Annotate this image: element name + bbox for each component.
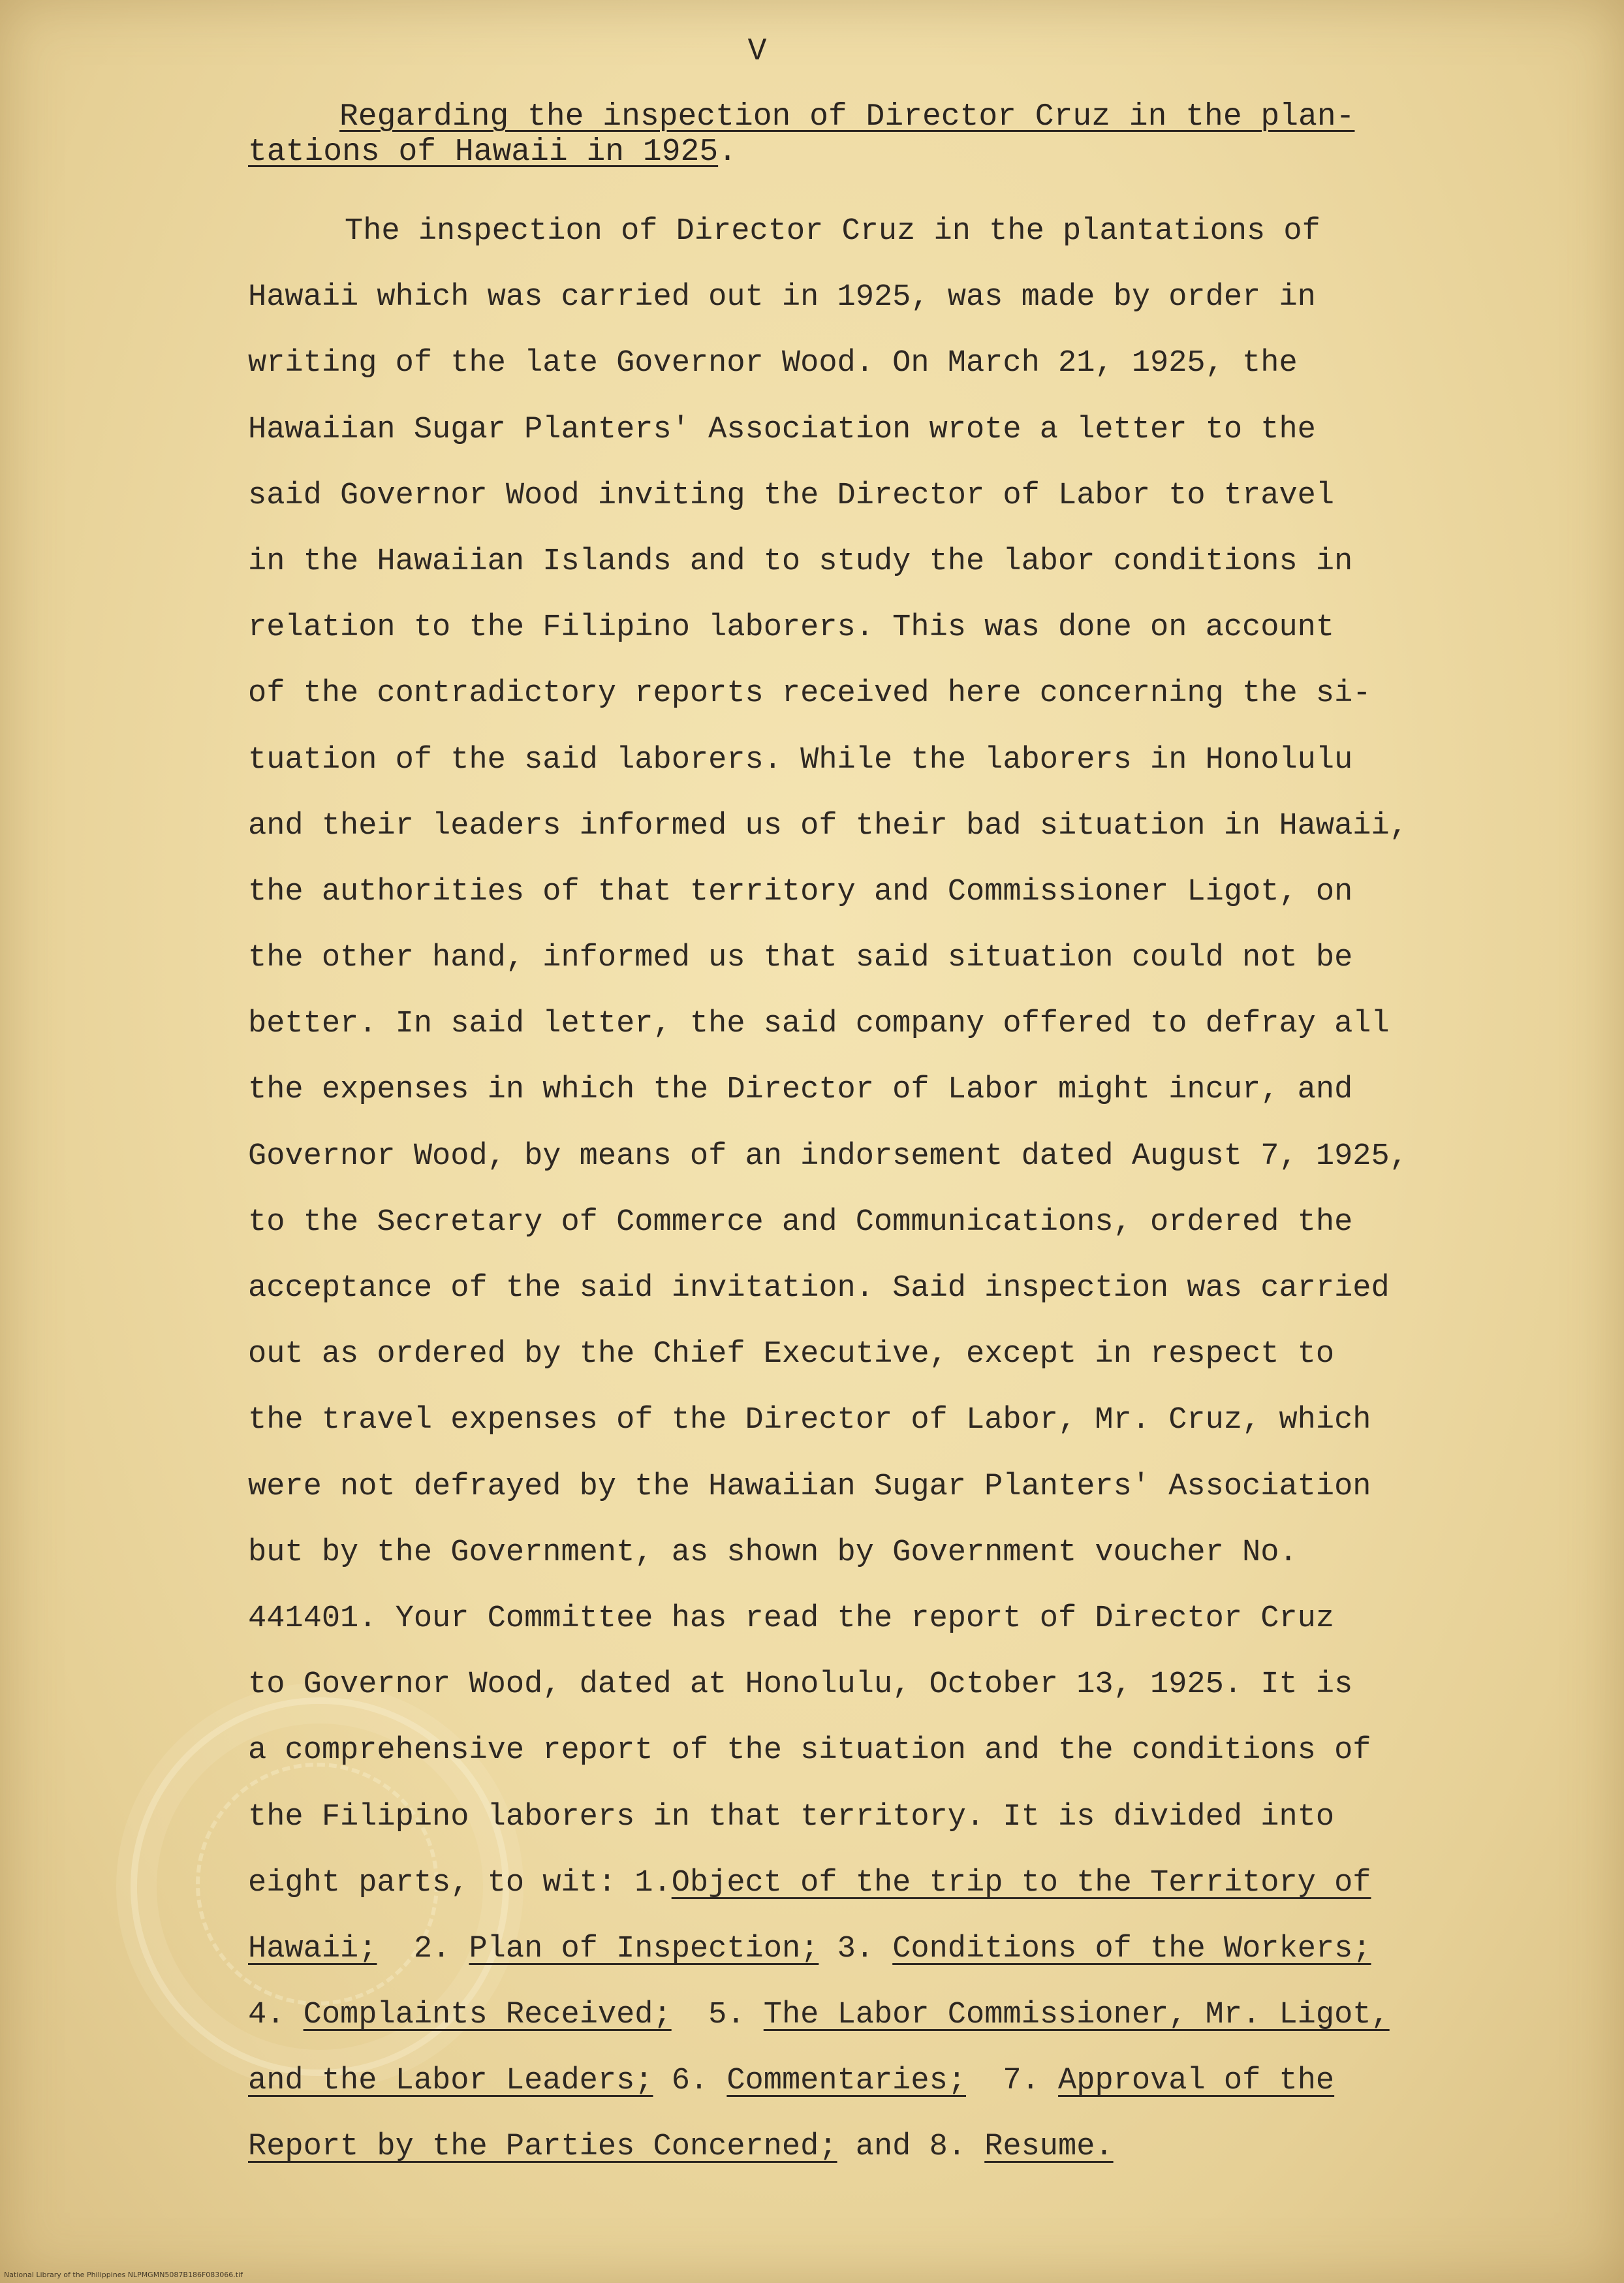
body-line: Hawaii which was carried out in 1925, was made by order in [248,280,1316,315]
body-line-parts-list [248,1916,1527,1982]
body-line: the travel expenses of the Director of Labor, Mr. Cruz, which [248,1403,1371,1438]
archive-credit: National Library of the Philippines NLPMGMN5087B186F083066.tif [4,2271,243,2279]
section-heading [248,99,1475,170]
part-8-title: Resume. [984,2130,1114,2165]
part-number: 4. [248,1998,304,2033]
part-1-title-end: Hawaii; [248,1931,377,1966]
parts-intro: eight parts, to wit: 1. [248,1865,672,1900]
body-line: the Filipino laborers in that territory. It is divided into [248,1799,1335,1834]
heading-line-2 [248,134,737,170]
part-4-title: Complaints Received; [303,1998,672,2033]
part-number: and 8. [837,2130,985,2165]
body-line: of the contradictory reports received here concerning the si- [248,676,1371,712]
part-5-title: The Labor Commissioner, Mr. Ligot, [763,1998,1390,2033]
body-line: a comprehensive report of the situation and the conditions of [248,1733,1371,1769]
part-6-title: Commentaries; [726,2064,967,2099]
body-line: to Governor Wood, dated at Honolulu, October 13, 1925. It is [248,1667,1353,1703]
body-line: and their leaders informed us of their bad situation in Hawaii, [248,808,1408,843]
body-line: better. In said letter, the said company offered to defray all [248,1007,1390,1042]
part-7-title: Approval of the [1058,2064,1335,2099]
body-line: to the Secretary of Commerce and Communications, ordered the [248,1204,1353,1240]
part-5-title-end: and the Labor Leaders; [248,2064,653,2099]
body-line-parts-list [248,2048,1527,2114]
body-line-parts-list [248,1982,1527,2048]
part-number: 6. [653,2064,727,2099]
body-line: The inspection of Director Cruz in the plantations of [345,214,1320,249]
body-line: writing of the late Governor Wood. On March 21, 1925, the [248,346,1298,381]
heading-line-1: Regarding the inspection of Director Cruz in the plan- [339,99,1355,134]
body-line: the authorities of that territory and Commissioner Ligot, on [248,874,1353,909]
body-paragraph [248,198,1527,2181]
part-number: 3. [819,1931,893,1966]
part-3-title: Conditions of the Workers; [892,1931,1371,1966]
body-line: were not defrayed by the Hawaiian Sugar Planters' Association [248,1469,1371,1504]
part-2-title: Plan of Inspection; [469,1931,819,1966]
part-1-title: Object of the trip to the Territory of [671,1865,1371,1900]
body-line: Hawaiian Sugar Planters' Association wrote a letter to the [248,412,1316,447]
body-line: acceptance of the said invitation. Said inspection was carried [248,1271,1390,1306]
part-number: 5. [671,1998,764,2033]
body-line: Governor Wood, by means of an indorsement dated August 7, 1925, [248,1139,1408,1174]
body-line: tuation of the said laborers. While the laborers in Honolulu [248,742,1353,778]
body-line: in the Hawaiian Islands and to study the labor conditions in [248,544,1353,579]
part-number: 2. [377,1931,469,1966]
body-line: 441401. Your Committee has read the report of Director Cruz [248,1601,1335,1636]
page-number: V [747,34,767,69]
body-line: relation to the Filipino laborers. This was done on account [248,610,1335,646]
part-7-title-end: Report by the Parties Concerned; [248,2130,837,2165]
heading-line-2-period: . [718,134,737,170]
body-line: said Governor Wood inviting the Director of Labor to travel [248,478,1335,513]
part-number: 7. [966,2064,1059,2099]
heading-line-2-text: tations of Hawaii in 1925 [248,134,719,170]
body-line-parts-list [248,1850,1527,1916]
body-line: out as ordered by the Chief Executive, except in respect to [248,1337,1335,1372]
body-line-parts-list [248,2114,1527,2180]
body-line: but by the Government, as shown by Government voucher No. [248,1535,1298,1570]
body-line: the other hand, informed us that said situation could not be [248,941,1353,976]
body-line: the expenses in which the Director of Labor might incur, and [248,1073,1353,1108]
